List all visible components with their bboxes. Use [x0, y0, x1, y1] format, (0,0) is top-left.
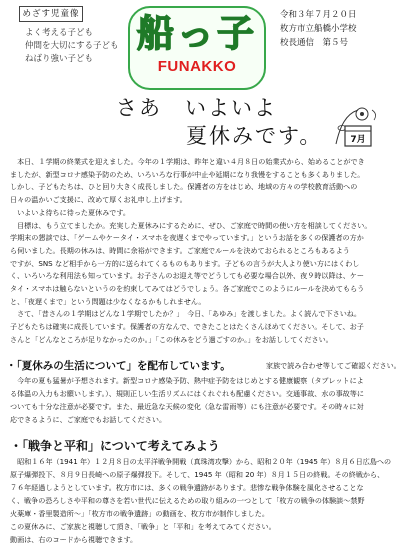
motto-box [19, 6, 118, 68]
intro-line: 目標は、もう立てましたか。充実した夏休みにするために、ぜひ、ご家庭で時間の使い方を相談してください。 [10, 220, 372, 230]
motto-line: よく考える子ども [25, 28, 94, 38]
section2-line: く、戦争の恐ろしさや平和の尊さを若い世代に伝えるための取り組みの一つとして「枚方の戦争の体験談～禁野 [10, 496, 365, 505]
intro-line: 学期末の懇談では、「ゲームやケータイ・スマホを夜遅くまでやっています。」というお話を多くの保護者の方か [10, 233, 364, 243]
section2-line: ７６年経過しようとしています。枚方市には、多くの戦争遺跡があります。悲惨な戦争体験を風化させることな [10, 483, 364, 492]
intro-line: いよいよ待ちに待った夏休みです。 [10, 207, 131, 217]
intro-line: 日々の温かいご支援に、改めて厚くお礼申し上げます。 [10, 195, 187, 205]
intro-line: ら伺いました。長期の休みは、時間に余裕ができます。ご家庭でルールを決めておられるところもあるよう [10, 245, 350, 255]
section2-line: 原子爆弾投下、８月９日長崎への原子爆弾投下。そして、1945 年（昭和 20 年）８月１５日の終戦。その終戦から、 [10, 470, 385, 479]
section2-line: この夏休みに、ご家族と視聴して頂き、「戦争」と「平和」を考えてみてください。 [10, 522, 276, 531]
headline-line-1: さあ いよいよ [116, 96, 277, 120]
section-heading-summer-life: ・「夏休みの生活について」を配布しています。 [6, 360, 231, 372]
section1-line: る体温の入力もお願いします。）、規則正しい生活リズムにはくれぐれも配慮ください。交通事故、水の事故等に [10, 389, 364, 398]
morning-glory-icon [332, 106, 382, 148]
logo-title: 船っ子 [137, 12, 257, 55]
section-note: 家族で読み合わせ等してご確認ください。 [266, 361, 401, 370]
headline-line-2: 夏休みです。 [186, 124, 323, 148]
intro-line: さんと「どんなところが足りなかったのか。」「この休みをどう過ごすのか。」をお話ししてください。 [10, 334, 333, 344]
intro-line: ですが、SNS など相手から一方的に送られてくるものもあります。子どもの言うが大人より使い方にはくわし [10, 258, 360, 268]
intro-line: く、いろいろな利用法も知っています。お子さんのお迎え等でどうしても必要な場合以外、夜９時以降は、ケー [10, 271, 364, 281]
section-heading-war-peace: ・「戦争と平和」について考えてみよう [10, 439, 220, 453]
section1-line: 今年の夏も猛暑が予想されます。新型コロナ感染予防、熱中症予防をはじめとする健康観察（タブレットによ [10, 376, 364, 385]
section2-line: 動画は、右のコードから視聴できます。 [10, 535, 138, 544]
issue-date: 令和３年７月２０日 [280, 10, 357, 20]
newsletter-logo [128, 6, 266, 90]
section2-line: 火薬庫・香里製造所～」「枚方市の戦争遺跡」の動画を、枚方市が制作しました。 [10, 509, 269, 518]
issue-number: 校長通信 第５号 [280, 38, 349, 48]
section1-line: ついても十分な注意が必要です。また、最近急な天候の変化（急な雷雨等）にも注意が必要です。その時々に対 [10, 402, 364, 411]
section1-line: 応できるように、ご家庭でもお話してください。 [10, 415, 167, 424]
intro-line: タイ・スマホは触らないというのを約束してみてはどうでしょう。各ご家庭でこのようにルールを決めてもらう [10, 284, 365, 293]
intro-line: と、「夜遅くまで」という問題は少なくなるかもしれません。 [10, 296, 206, 306]
intro-line: さて、「昔さんの１学期はどんな１学期でしたか？」 今日、「あゆみ」を渡しました。よく読んで下さいね。 [10, 309, 361, 319]
intro-line: ましたが、新型コロナ感染予防のため、いろいろな行事が中止や延期になり我慢をすることも多くありました。 [10, 169, 365, 179]
intro-line: 本日、１学期の終業式を迎えました。今年の１学期は、昨年と違い４月８日の始業式から、始めることができ [10, 157, 365, 166]
calendar-icon [345, 126, 371, 146]
intro-line: しかし、子どもたちは、ひと回り大きく成長しました。保護者の方をはじめ、地域の方々の学校教育活動への [10, 182, 358, 192]
issue-info [280, 8, 415, 50]
school-name: 枚方市立船橋小学校 [280, 24, 357, 34]
logo-subtitle: FUNAKKO [157, 58, 237, 75]
motto-line: 仲間を大切にする子ども [25, 41, 119, 51]
intro-line: 子どもたちは確実に成長しています。保護者の方なんで、できたことはたくさんほめてください。そして、お子 [10, 322, 364, 332]
section2-line: 昭和１６年（1941 年）１２月８日の太平洋戦争開戦（真珠湾攻撃）から、昭和２０年（1945 年）８月６日広島への [10, 457, 392, 466]
motto-line: ねばり強い子ども [25, 54, 94, 64]
motto-tag: めざす児童像 [19, 6, 83, 22]
calendar-label: 7月 [350, 135, 366, 145]
